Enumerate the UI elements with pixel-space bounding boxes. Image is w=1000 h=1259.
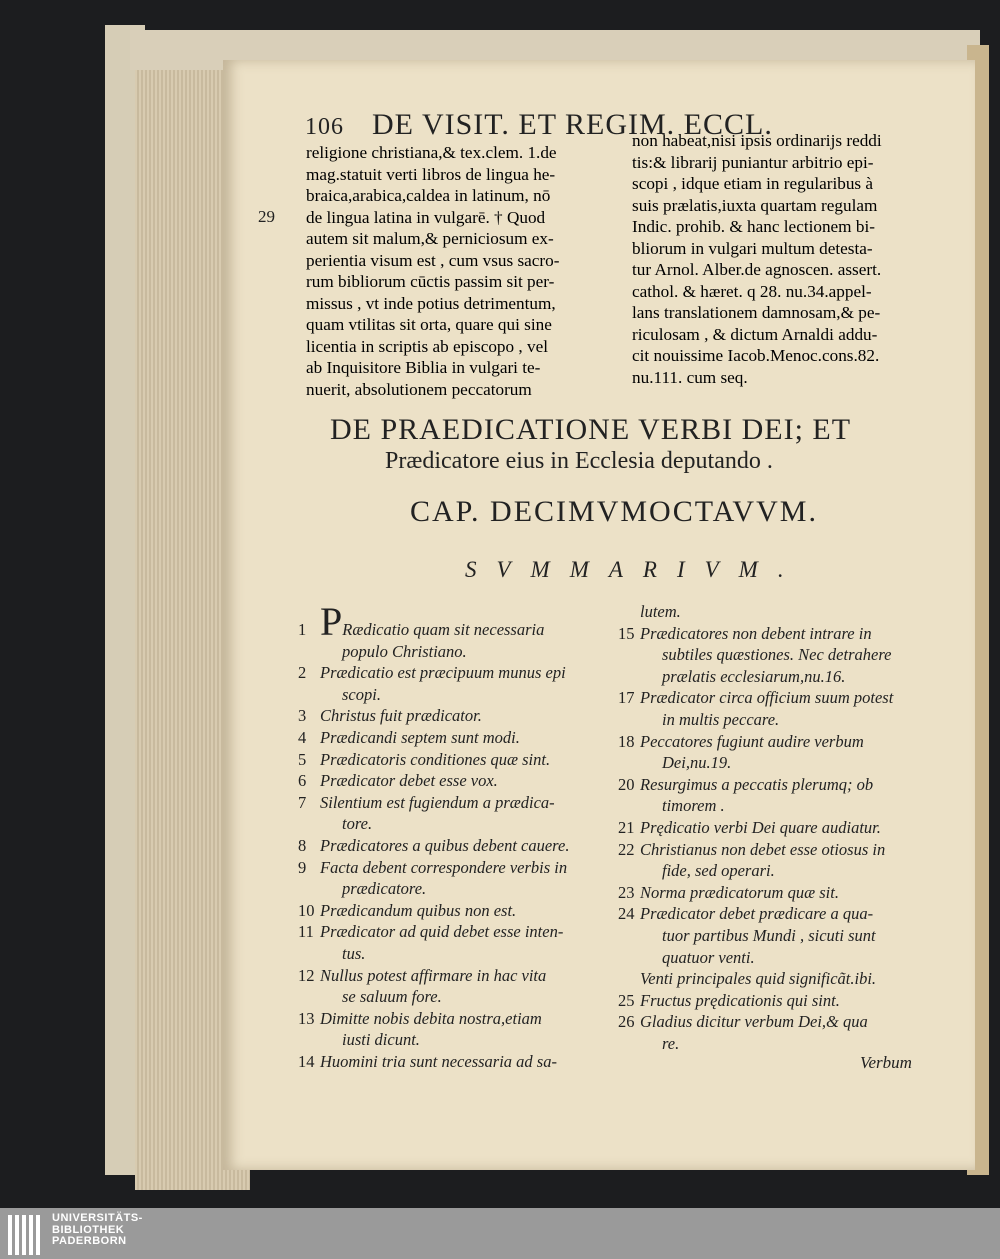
summary-item-number: 12 [298, 965, 315, 985]
summary-item [298, 835, 569, 857]
summary-item-number: 9 [298, 857, 307, 877]
summary-item-number: 13 [298, 1008, 315, 1028]
section-title: DE PRAEDICATIONE VERBI DEI; ET [330, 413, 852, 446]
right-text-column [632, 130, 882, 388]
left-text-column [306, 142, 559, 400]
summary-item-text: tus. [342, 943, 366, 963]
text-line: nuerit, absolutionem peccatorum [306, 379, 532, 399]
summary-item [298, 662, 569, 684]
summary-item [298, 965, 569, 987]
summary-item-text: scopi. [342, 684, 381, 704]
text-line: ab Inquisitore Biblia in vulgari te- [306, 358, 541, 377]
summary-item [298, 921, 569, 943]
section-subtitle: Prædicatore eius in Ecclesia deputando . [385, 448, 773, 474]
library-logo-icon [8, 1215, 44, 1255]
summary-item-number: 1 [298, 620, 307, 639]
summary-item-text: tuor partibus Mundi , sicuti sunt [662, 925, 876, 945]
summary-item [618, 839, 893, 861]
text-line: de lingua latina in vulgarē. † Quod [306, 207, 546, 227]
text-line: licentia in scriptis ab episcopo , vel [306, 336, 548, 356]
summary-item-text: re. [662, 1033, 680, 1053]
summary-item-text: Silentium est fugiendum a prædica- [320, 792, 555, 812]
library-logo-text [52, 1213, 143, 1248]
summary-item [298, 943, 569, 965]
summary-item-text: Rædicatio quam sit necessaria [342, 620, 545, 639]
summary-item-text: Prædicatores a quibus debent cauere. [320, 835, 570, 855]
library-logo-line: UNIVERSITÄTS- [52, 1212, 143, 1224]
summary-item [298, 599, 569, 644]
summary-item-number: 6 [298, 771, 307, 791]
summary-item-number: 21 [618, 817, 635, 837]
summary-item [618, 1011, 893, 1033]
summary-item [298, 1051, 569, 1073]
summary-item [298, 878, 569, 900]
summary-item [298, 749, 569, 771]
summary-item [618, 968, 893, 990]
summary-item-text: iusti dicunt. [342, 1030, 420, 1050]
summary-item-number: 17 [618, 688, 635, 708]
summary-item [618, 709, 893, 731]
text-line: perientia visum est , cum vsus sacro- [306, 250, 560, 270]
summary-item-text: Prædicandum quibus non est. [320, 900, 517, 920]
text-line: tis:& librarij puniantur arbitrio epi- [632, 152, 874, 172]
text-line: rum bibliorum cūctis passim sit per- [306, 272, 555, 291]
summary-item-text: Prædicator ad quid debet esse inten- [320, 922, 564, 942]
summary-item [618, 817, 893, 839]
chapter-title: CAP. DECIMVMOCTAVVM. [410, 495, 818, 528]
summary-item-text: Prædicator debet prædicare a qua- [640, 904, 874, 924]
summary-item-text: quatuor venti. [662, 947, 755, 967]
text-line: braica,arabica,caldea in latinum, nō [306, 186, 551, 205]
summary-item-text: Gladius dicitur verbum Dei,& qua [640, 1012, 868, 1032]
summary-item-text: fide, sed operari. [662, 861, 775, 881]
summary-item-text: Nullus potest affirmare in hac vita [320, 965, 547, 985]
text-line: scopi , idque etiam in regularibus à [632, 174, 874, 193]
summary-item-number: 22 [618, 839, 635, 859]
summary-item-text: timorem . [662, 796, 725, 816]
text-line: missus , vt inde potius detrimentum, [306, 293, 556, 313]
summary-item-number: 5 [298, 749, 307, 769]
summary-item-number: 8 [298, 835, 307, 855]
text-line: Indic. prohib. & hanc lectionem bi- [632, 217, 875, 236]
summary-item [618, 623, 893, 645]
summary-item-text: Prędicatio verbi Dei quare audiatur. [640, 817, 881, 837]
summary-item-text: Norma prædicatorum quæ sit. [640, 882, 839, 902]
summary-item-number: 2 [298, 663, 307, 683]
summary-item [298, 770, 569, 792]
summary-item-number: 24 [618, 904, 635, 924]
summary-item [298, 900, 569, 922]
summary-item-text: Resurgimus a peccatis plerumq; ob [640, 774, 874, 794]
library-logo-line: PADERBORN [52, 1235, 127, 1247]
drop-cap: P [320, 599, 343, 644]
summary-item-text: Dei,nu.19. [662, 753, 732, 773]
summary-item [298, 684, 569, 706]
text-line: non habeat,nisi ipsis ordinarijs reddi [632, 131, 882, 150]
summary-item [618, 990, 893, 1012]
summary-item [618, 752, 893, 774]
summary-item-text: prælatis ecclesiarum,nu.16. [662, 666, 846, 686]
summary-item [298, 792, 569, 814]
summary-item [618, 731, 893, 753]
summary-item-number: 3 [298, 706, 307, 726]
summary-item-text: Prædicator circa officium suum potest [640, 688, 894, 708]
summary-list-left [298, 599, 570, 1072]
summary-item-number: 15 [618, 623, 635, 643]
summary-item [618, 1033, 893, 1055]
summary-item-text: Prædicatores non debent intrare in [640, 623, 872, 643]
summary-item [618, 644, 893, 666]
summary-item-text: tore. [342, 814, 373, 834]
summary-item-text: se saluum fore. [342, 987, 442, 1007]
summary-item [298, 641, 569, 663]
summary-item-text: Christus fuit prædicator. [320, 706, 482, 726]
summary-item-number: 25 [618, 990, 635, 1010]
summary-item-text: Christianus non debet esse otiosus in [640, 839, 886, 859]
text-line: tur Arnol. Alber.de agnoscen. assert. [632, 260, 882, 279]
text-line: nu.111. cum seq. [632, 367, 748, 387]
summary-item-text: in multis peccare. [662, 709, 780, 729]
running-title: DE VISIT. ET REGIM. ECCL. [372, 108, 773, 141]
summary-item [618, 601, 893, 623]
text-line: mag.statuit verti libros de lingua he- [306, 164, 556, 184]
summary-item-text: subtiles quæstiones. Nec detrahere [662, 645, 892, 665]
text-line: religione christiana,& tex.clem. 1.de [306, 143, 557, 162]
summary-item-text: Fructus prędicationis qui sint. [640, 990, 840, 1010]
text-line: bliorum in vulgari multum detesta- [632, 238, 873, 258]
summary-list-right [618, 601, 893, 1054]
summary-item-number: 14 [298, 1051, 315, 1071]
summary-item [618, 903, 893, 925]
summary-item [298, 1029, 569, 1051]
summary-item-number: 7 [298, 792, 307, 812]
summary-item-text: Peccatores fugiunt audire verbum [640, 731, 864, 751]
text-line: cathol. & hæret. q 28. nu.34.appel- [632, 281, 872, 301]
summary-item-text: Prædicatio est præcipuum munus epi [320, 663, 566, 683]
summary-item-number: 4 [298, 727, 307, 747]
summary-item [298, 813, 569, 835]
summary-item [298, 986, 569, 1008]
page-number: 106 [305, 114, 344, 140]
summary-item [618, 860, 893, 882]
text-line: autem sit malum,& perniciosum ex- [306, 229, 554, 248]
summary-item [298, 1008, 569, 1030]
summary-item-text: populo Christiano. [342, 641, 467, 661]
summary-item [618, 687, 893, 709]
summary-item [298, 857, 569, 879]
text-line: suis prælatis,iuxta quartam regulam [632, 195, 878, 215]
library-logo-line: BIBLIOTHEK [52, 1223, 125, 1236]
text-line: riculosam , & dictum Arnaldi addu- [632, 324, 878, 344]
summary-item-text: Prædicatoris conditiones quæ sint. [320, 749, 551, 769]
summary-item-text: lutem. [640, 602, 681, 621]
summary-item-text: Prædicandi septem sunt modi. [320, 727, 520, 747]
summary-item-text: prædicatore. [342, 879, 427, 899]
summary-item-number: 11 [298, 922, 314, 942]
summary-item [618, 666, 893, 688]
summary-item [618, 774, 893, 796]
summary-item-text: Dimitte nobis debita nostra,etiam [320, 1008, 542, 1028]
summary-item-number: 23 [618, 882, 635, 902]
summary-item-number: 20 [618, 774, 635, 794]
catchword: Verbum [860, 1053, 912, 1072]
margin-number: 29 [258, 207, 275, 226]
library-footer-bar [0, 1208, 1000, 1259]
summary-item-number: 26 [618, 1012, 635, 1032]
summary-item [618, 947, 893, 969]
text-line: quam vtilitas sit orta, quare qui sine [306, 315, 552, 334]
summary-item-text: Facta debent correspondere verbis in [320, 857, 568, 877]
summary-heading: SVMMARIVM. [465, 557, 804, 582]
summary-item-number: 10 [298, 900, 315, 920]
summary-item [618, 795, 893, 817]
summary-item [298, 705, 569, 727]
summary-item-text: Huomini tria sunt necessaria ad sa- [320, 1051, 557, 1071]
summary-item-text: Prædicator debet esse vox. [320, 771, 498, 791]
summary-item-number: 18 [618, 731, 635, 751]
text-line: cit nouissime Iacob.Menoc.cons.82. [632, 346, 880, 365]
text-line: lans translationem damnosam,& pe- [632, 303, 881, 322]
summary-item [618, 925, 893, 947]
summary-item [298, 727, 569, 749]
summary-item-text: Venti principales quid significãt.ibi. [640, 969, 877, 989]
summary-item [618, 882, 893, 904]
